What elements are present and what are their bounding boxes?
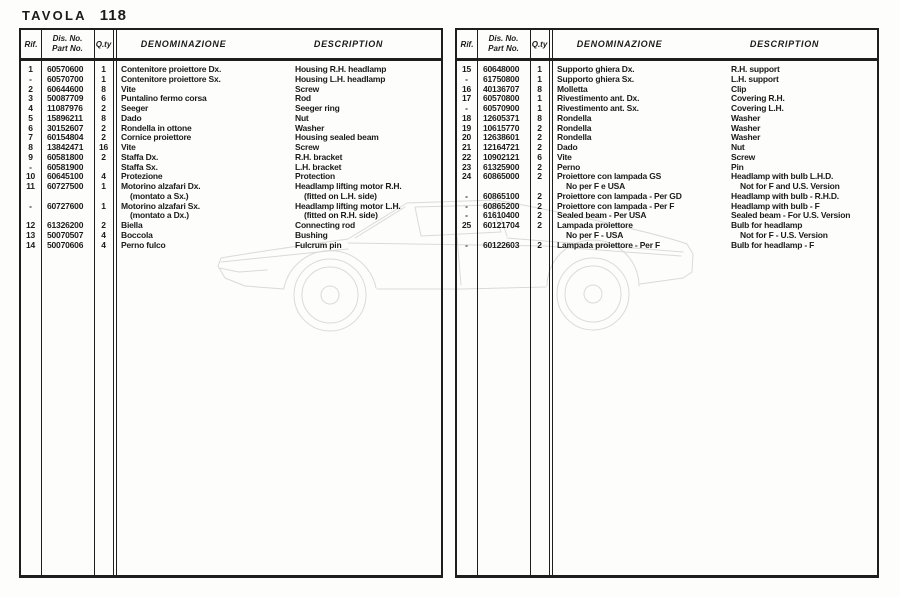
- part-number-cell: 12638601: [483, 132, 520, 143]
- description-cell: L.H. support: [731, 73, 779, 84]
- part-number-cell: 12605371: [483, 112, 520, 123]
- table-row: [457, 65, 877, 75]
- table-row: [457, 104, 877, 114]
- denominazione-cell: Seeger: [121, 103, 149, 113]
- rif-cell: -: [465, 210, 468, 221]
- description-cell: Headlamp with bulb - R.H.D.: [731, 190, 839, 201]
- qty-cell: 6: [101, 93, 106, 104]
- header-part-no-line: Part No.: [488, 43, 519, 53]
- denominazione-cell: Rondella: [557, 122, 592, 133]
- header-qty: Q.ty: [531, 40, 548, 49]
- part-number-cell: 12164721: [483, 142, 520, 152]
- table-row: [457, 133, 877, 143]
- qty-cell: 2: [537, 171, 542, 182]
- denominazione-cell: Dado: [121, 112, 142, 123]
- description-cell: Seeger ring: [295, 103, 340, 113]
- header-part-no: [41, 34, 94, 53]
- table-header: [21, 30, 441, 61]
- description-cell: Protection: [295, 171, 336, 182]
- header-qty: Q.ty: [95, 40, 112, 49]
- denominazione-cell: Perno fulco: [121, 239, 166, 250]
- denominazione-cell: Supporto ghiera Dx.: [557, 64, 635, 74]
- denominazione-cell: (montato a Dx.): [130, 210, 189, 221]
- denominazione-cell: Biella: [121, 220, 143, 230]
- table-row: [21, 182, 441, 192]
- header-dis-no-line: Dis. No.: [488, 34, 519, 43]
- header-description: DESCRIPTION: [313, 39, 384, 49]
- qty-cell: 2: [537, 132, 542, 143]
- part-number-cell: 60154804: [47, 132, 84, 143]
- part-number-cell: 60648000: [483, 64, 520, 74]
- description-cell: Covering R.H.: [731, 93, 785, 104]
- description-cell: Pin: [731, 161, 744, 172]
- header-rif: Rif.: [460, 40, 474, 49]
- table-row: [457, 211, 877, 221]
- header-rif: Rif.: [24, 40, 38, 49]
- table-row: [21, 231, 441, 241]
- rif-cell: 6: [28, 122, 33, 133]
- part-number-cell: 60570700: [47, 73, 84, 84]
- rif-cell: 11: [26, 181, 35, 191]
- qty-cell: 2: [537, 122, 542, 133]
- part-number-cell: 50070507: [47, 229, 84, 240]
- description-cell: Washer: [295, 122, 325, 133]
- rif-cell: 7: [28, 132, 33, 143]
- qty-cell: 1: [537, 73, 542, 84]
- table-row: [457, 114, 877, 124]
- table-row: [21, 133, 441, 143]
- header-denominazione: DENOMINAZIONE: [576, 39, 663, 49]
- qty-cell: 1: [101, 64, 106, 74]
- table-row: [21, 114, 441, 124]
- description-cell: Washer: [731, 132, 761, 143]
- rif-cell: 18: [461, 112, 472, 123]
- denominazione-cell: Rondella in ottone: [121, 122, 192, 133]
- denominazione-cell: No per F e USA: [566, 181, 626, 191]
- denominazione-cell: Vite: [557, 151, 572, 162]
- table-row: [21, 163, 441, 173]
- description-cell: Nut: [295, 112, 309, 123]
- part-number-cell: 60122603: [483, 239, 520, 250]
- qty-cell: 2: [537, 220, 542, 230]
- tavola-label: TAVOLA: [22, 8, 87, 23]
- description-cell: R.H. support: [731, 64, 780, 74]
- qty-cell: 8: [537, 112, 542, 123]
- qty-cell: 16: [98, 142, 109, 152]
- table-row: [457, 153, 877, 163]
- qty-cell: 1: [537, 64, 542, 74]
- parts-table-left: [19, 28, 443, 578]
- denominazione-cell: Rondella: [557, 112, 592, 123]
- rif-cell: -: [29, 200, 32, 211]
- part-number-cell: 60644600: [47, 83, 84, 94]
- qty-cell: 4: [101, 171, 106, 182]
- rif-cell: 17: [461, 93, 472, 104]
- description-cell: Not for F - U.S. Version: [740, 229, 828, 240]
- denominazione-cell: Lampada proiettore - Per F: [557, 239, 660, 250]
- rif-cell: -: [465, 239, 468, 250]
- part-number-cell: 60727500: [47, 181, 84, 191]
- table-row: [457, 231, 877, 241]
- denominazione-cell: Vite: [121, 142, 136, 152]
- part-number-cell: 60581800: [47, 151, 84, 162]
- denominazione-cell: Proiettore con lampada - Per F: [557, 200, 675, 211]
- rif-cell: 22: [461, 151, 472, 162]
- denominazione-cell: Contenitore proiettore Sx.: [121, 73, 221, 84]
- part-number-cell: 15896211: [47, 112, 83, 123]
- part-number-cell: 60570600: [47, 64, 84, 74]
- qty-cell: 8: [101, 112, 106, 123]
- denominazione-cell: Rondella: [557, 132, 592, 143]
- rif-cell: 14: [25, 239, 36, 250]
- denominazione-cell: Rivestimento ant. Sx.: [557, 103, 639, 113]
- qty-cell: 2: [101, 103, 106, 113]
- table-row: [21, 143, 441, 153]
- part-number-cell: 61750800: [483, 73, 520, 84]
- qty-cell: 4: [101, 239, 106, 250]
- description-cell: Bushing: [295, 229, 328, 240]
- denominazione-cell: Boccola: [121, 229, 153, 240]
- denominazione-cell: Molletta: [557, 83, 588, 94]
- denominazione-cell: Dado: [557, 142, 578, 152]
- header-description: DESCRIPTION: [749, 39, 820, 49]
- table-body: [457, 65, 877, 250]
- description-cell: Fulcrum pin: [295, 239, 342, 250]
- part-number-cell: 50070606: [47, 239, 84, 250]
- description-cell: Housing R.H. headlamp: [295, 64, 387, 74]
- rif-cell: -: [465, 103, 468, 113]
- description-cell: (fitted on L.H. side): [304, 190, 377, 201]
- denominazione-cell: Lampada proiettore: [557, 220, 633, 230]
- part-number-cell: 60570900: [483, 103, 520, 113]
- denominazione-cell: Motorino alzafari Dx.: [121, 181, 201, 191]
- rif-cell: -: [29, 73, 32, 84]
- part-number-cell: 61325900: [483, 161, 520, 172]
- rif-cell: 15: [461, 64, 472, 74]
- denominazione-cell: Supporto ghiera Sx.: [557, 73, 634, 84]
- table-row: [457, 124, 877, 134]
- description-cell: Rod: [295, 93, 311, 104]
- part-number-cell: 10615770: [483, 122, 520, 133]
- denominazione-cell: Proiettore con lampada GS: [557, 171, 662, 182]
- qty-cell: 8: [537, 83, 542, 94]
- denominazione-cell: Protezione: [121, 171, 163, 182]
- header-part-no: [477, 34, 530, 53]
- denominazione-cell: Contenitore proiettore Dx.: [121, 64, 222, 74]
- table-row: [21, 153, 441, 163]
- denominazione-cell: Proiettore con lampada - Per GD: [557, 190, 682, 201]
- part-number-cell: 11087976: [47, 103, 83, 113]
- page-title: [22, 7, 127, 25]
- qty-cell: 4: [101, 229, 106, 240]
- denominazione-cell: Rivestimento ant. Dx.: [557, 93, 640, 104]
- description-cell: Washer: [731, 112, 761, 123]
- part-number-cell: 40136707: [483, 83, 520, 94]
- rif-cell: 1: [28, 64, 33, 74]
- tavola-number: 118: [99, 7, 127, 24]
- rif-cell: 9: [28, 151, 33, 162]
- qty-cell: 2: [537, 142, 542, 152]
- table-row: [21, 202, 441, 212]
- table-row: [21, 221, 441, 231]
- description-cell: L.H. bracket: [295, 161, 342, 172]
- denominazione-cell: Sealed beam - Per USA: [557, 210, 647, 221]
- description-cell: Clip: [731, 83, 747, 94]
- rif-cell: 12: [25, 220, 36, 230]
- description-cell: Housing L.H. headlamp: [295, 73, 386, 84]
- header-part-no-line: Part No.: [52, 43, 83, 53]
- rif-cell: -: [465, 200, 468, 211]
- qty-cell: 2: [537, 200, 542, 211]
- qty-cell: 6: [537, 151, 542, 162]
- header-dis-no-line: Dis. No.: [52, 34, 83, 43]
- rif-cell: 19: [461, 122, 472, 133]
- qty-cell: 2: [101, 151, 106, 162]
- rif-cell: 8: [28, 142, 33, 152]
- rif-cell: 23: [461, 161, 472, 172]
- table-row: [457, 85, 877, 95]
- rif-cell: 24: [461, 171, 472, 182]
- part-number-cell: 61326200: [47, 220, 84, 230]
- table-row: [21, 104, 441, 114]
- table-row: [457, 75, 877, 85]
- denominazione-cell: No per F - USA: [566, 229, 624, 240]
- qty-cell: 2: [537, 239, 542, 250]
- table-row: [21, 94, 441, 104]
- denominazione-cell: Vite: [121, 83, 136, 94]
- qty-cell: 2: [537, 210, 542, 221]
- part-number-cell: 60865100: [483, 190, 520, 201]
- part-number-cell: 60121704: [483, 220, 520, 230]
- table-row: [21, 75, 441, 85]
- denominazione-cell: Motorino alzafari Sx.: [121, 200, 200, 211]
- qty-cell: 2: [101, 122, 106, 133]
- description-cell: Headlamp with bulb L.H.D.: [731, 171, 834, 182]
- qty-cell: 1: [101, 73, 106, 84]
- qty-cell: 8: [101, 83, 106, 94]
- part-number-cell: 61610400: [483, 210, 520, 221]
- rif-cell: 13: [25, 229, 36, 240]
- qty-cell: 2: [537, 190, 542, 201]
- description-cell: Connecting rod: [295, 220, 355, 230]
- table-header: [457, 30, 877, 61]
- rif-cell: 10: [25, 171, 36, 182]
- part-number-cell: 60581900: [47, 161, 84, 172]
- qty-cell: 1: [537, 103, 542, 113]
- description-cell: R.H. bracket: [295, 151, 343, 162]
- description-cell: Headlamp with bulb - F: [731, 200, 820, 211]
- qty-cell: 2: [537, 161, 542, 172]
- table-row: [21, 85, 441, 95]
- description-cell: Covering L.H.: [731, 103, 784, 113]
- description-cell: Screw: [731, 151, 756, 162]
- rif-cell: 5: [28, 112, 33, 123]
- rif-cell: 21: [461, 142, 472, 152]
- denominazione-cell: Puntalino fermo corsa: [121, 93, 207, 104]
- description-cell: Screw: [295, 142, 320, 152]
- part-number-cell: 60727600: [47, 200, 84, 211]
- denominazione-cell: Staffa Dx.: [121, 151, 159, 162]
- rif-cell: 16: [461, 83, 472, 94]
- part-number-cell: 10902121: [483, 151, 520, 162]
- description-cell: Not for F and U.S. Version: [740, 181, 840, 191]
- part-number-cell: 13842471: [47, 142, 84, 152]
- rif-cell: 20: [461, 132, 472, 143]
- qty-cell: 2: [101, 132, 106, 143]
- rif-cell: -: [29, 161, 32, 172]
- denominazione-cell: Perno: [557, 161, 581, 172]
- rif-cell: -: [465, 73, 468, 84]
- denominazione-cell: Staffa Sx.: [121, 161, 158, 172]
- description-cell: Bulb for headlamp: [731, 220, 803, 230]
- denominazione-cell: Cornice proiettore: [121, 132, 192, 143]
- qty-cell: 1: [537, 93, 542, 104]
- qty-cell: 1: [101, 200, 106, 211]
- part-number-cell: 60865200: [483, 200, 520, 211]
- rif-cell: 3: [28, 93, 33, 104]
- rif-cell: 2: [28, 83, 33, 94]
- table-row: [21, 211, 441, 221]
- part-number-cell: 60645100: [47, 171, 84, 182]
- description-cell: Screw: [295, 83, 320, 94]
- description-cell: Headlamp lifting motor R.H.: [295, 181, 402, 191]
- rif-cell: 4: [28, 103, 33, 113]
- table-row: [457, 241, 877, 251]
- header-denominazione: DENOMINAZIONE: [140, 39, 227, 49]
- table-row: [457, 143, 877, 153]
- description-cell: Bulb for headlamp - F: [731, 239, 815, 250]
- description-cell: Washer: [731, 122, 761, 133]
- denominazione-cell: (montato a Sx.): [130, 190, 189, 201]
- table-row: [457, 94, 877, 104]
- rif-cell: -: [465, 190, 468, 201]
- parts-table-right: [455, 28, 879, 578]
- description-cell: (fitted on R.H. side): [304, 210, 378, 221]
- description-cell: Nut: [731, 142, 745, 152]
- qty-cell: 2: [101, 220, 106, 230]
- table-row: [21, 241, 441, 251]
- part-number-cell: 60865000: [483, 171, 520, 182]
- qty-cell: 1: [101, 181, 106, 191]
- part-number-cell: 30152607: [47, 122, 84, 133]
- description-cell: Sealed beam - For U.S. Version: [731, 210, 851, 221]
- rif-cell: 25: [461, 220, 472, 230]
- description-cell: Housing sealed beam: [295, 132, 379, 143]
- table-body: [21, 65, 441, 250]
- part-number-cell: 60570800: [483, 93, 520, 104]
- part-number-cell: 50087709: [47, 93, 84, 104]
- description-cell: Headlamp lifting motor L.H.: [295, 200, 401, 211]
